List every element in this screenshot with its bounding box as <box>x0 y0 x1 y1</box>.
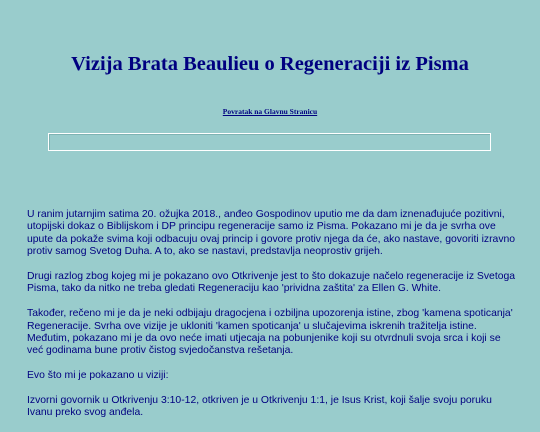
paragraph: Također, rečeno mi je da je neki odbijaju dragocjena i ozbiljna upozorenja istine, zbog 'kamena spoticanja' Regeneracije. Svrha ove vizije je ukloniti 'kamen spoticanja' u slučajevima iskrenih tražitelja istine. Međutim, pokazano mi je da ovo neće imati utjecaja na pobunjenike koji su otvrdnuli svoja srca i koji se već godinama bune protiv čistog svjedočanstva rešetanja. <box>27 308 513 357</box>
back-link-container <box>0 107 540 116</box>
paragraph: Drugi razlog zbog kojeg mi je pokazano ovo Otkrivenje jest to što dokazuje načelo regeneracije iz Svetoga Pisma, tako da nitko ne treba gledati Regeneraciju kao 'prividna zaštita' za Ellen G. White. <box>27 271 516 295</box>
back-to-home-link[interactable]: Povratak na Glavnu Stranicu <box>222 107 318 116</box>
paragraph: Evo što mi je pokazano u viziji: <box>27 370 169 382</box>
main-content <box>27 209 517 432</box>
paragraph: U ranim jutarnjim satima 20. ožujka 2018., anđeo Gospodinov uputio me da dam iznenađujuće pozitivni, utopijski dokaz o Biblijskom i DP principu regeneracije samo iz Pisma. Pokazano mi je da je svrha ove upute da pokaže svima koji odbacuju ovaj princip i govore protiv njega da će, ako nastave, govoriti izravno protiv samog Svetog Duha. A to, ako se nastavi, predstavlja neoprostiv grijeh. <box>27 209 516 258</box>
paragraph: Izvorni govornik u Otkrivenju 3:10-12, otkriven je u Otkrivenju 1:1, je Isus Krist, koji šalje svoju poruku Ivanu preko svog anđela. <box>27 395 492 419</box>
separator-box <box>48 133 491 151</box>
page-title: Vizija Brata Beaulieu o Regeneraciji iz Pisma <box>71 53 469 75</box>
